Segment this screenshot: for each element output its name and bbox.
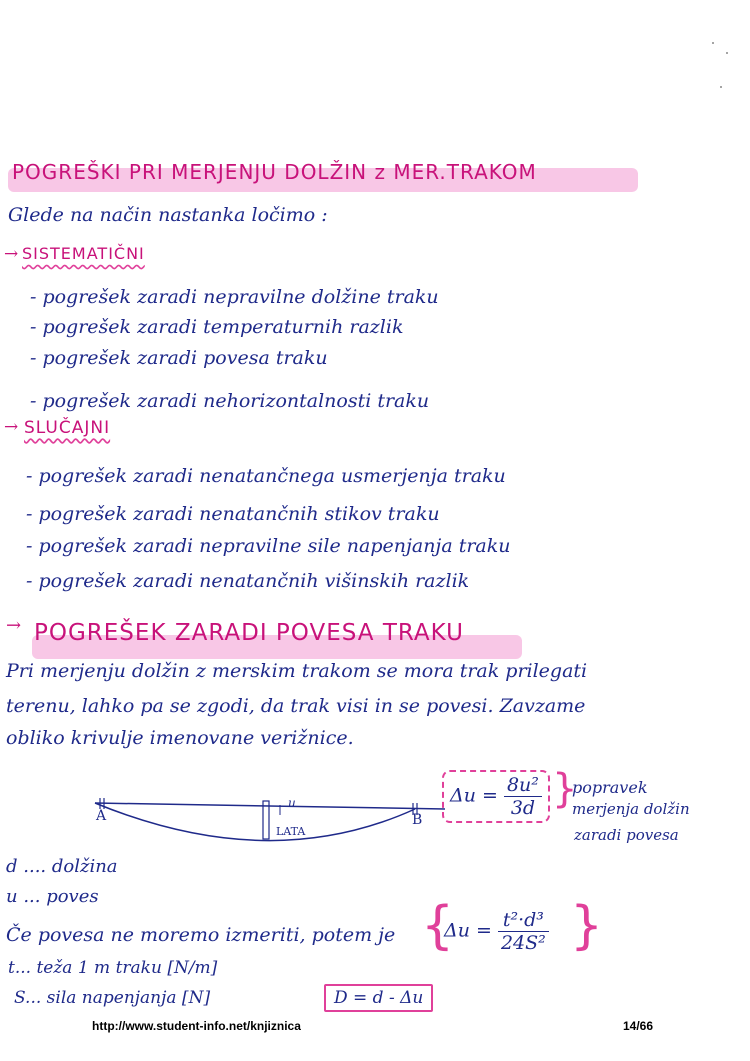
formula-1-numerator: 8u²: [504, 774, 542, 797]
formula-2-fraction: [498, 909, 549, 954]
formula-3-box: [324, 984, 433, 1012]
formula-1-note-1: popravek: [572, 778, 648, 797]
random-item-4: - pogrešek zaradi nenatančnih višinskih razlik: [26, 570, 470, 592]
speck-mark: [712, 42, 714, 44]
definition-t: t... teža 1 m traku [N/m]: [8, 958, 218, 978]
diagram-label-b: B: [412, 812, 423, 828]
formula-1-note-3: zaradi povesa: [574, 826, 679, 844]
diagram-label-u: u: [288, 796, 296, 810]
section2-arrow: →: [6, 615, 22, 636]
paragraph-line-1: Pri merjenju dolžin z merskim trakom se mora trak prilegati: [6, 660, 588, 682]
definition-d: d .... dolžina: [6, 856, 118, 877]
diagram-label-a: A: [96, 808, 107, 824]
systematic-heading: SISTEMATIČNI: [22, 244, 145, 263]
formula-1-fraction: [504, 774, 542, 819]
definition-u: u ... poves: [6, 886, 99, 907]
speck-mark: [726, 52, 728, 54]
formula-2-numerator: t²·d³: [498, 909, 549, 932]
formula-2-brace: {: [421, 896, 455, 956]
formula-2-brace-right: }: [570, 896, 604, 956]
systematic-item-4: - pogrešek zaradi nehorizontalnosti traku: [30, 390, 430, 412]
systematic-item-1: - pogrešek zaradi nepravilne dolžine traku: [30, 286, 439, 308]
random-arrow: →: [4, 417, 19, 437]
formula-1-denominator: 3d: [510, 797, 536, 819]
intro-text: Glede na način nastanka ločimo :: [8, 204, 328, 226]
formula-1-box: [442, 770, 550, 823]
sentence-text: Če povesa ne moremo izmeriti, potem je: [6, 924, 396, 946]
speck-mark: [720, 86, 722, 88]
formula-2-denominator: 24S²: [500, 932, 546, 954]
footer-url[interactable]: http://www.student-info.net/knjiznica: [92, 1019, 301, 1033]
paragraph-line-3: obliko krivulje imenovane verižnice.: [6, 727, 354, 749]
random-item-3: - pogrešek zaradi nepravilne sile napenjanja traku: [26, 535, 511, 557]
page-title: POGREŠKI PRI MERJENJU DOLŽIN z MER.TRAKOM: [12, 160, 537, 184]
section2-heading: POGREŠEK ZARADI POVESA TRAKU: [34, 620, 464, 646]
formula-1-lhs: Δu =: [450, 784, 498, 807]
catenary-curve: [95, 803, 415, 841]
random-item-2: - pogrešek zaradi nenatančnih stikov traku: [26, 503, 440, 525]
formula-1-note-2: merjenja dolžin: [572, 800, 690, 818]
paragraph-line-2: terenu, lahko pa se zgodi, da trak visi in se povesi. Zavzame: [6, 695, 586, 717]
systematic-arrow: →: [4, 244, 19, 264]
definition-s: S... sila napenjanja [N]: [14, 988, 211, 1008]
formula-2-box: [436, 905, 557, 958]
systematic-item-2: - pogrešek zaradi temperaturnih razlik: [30, 316, 404, 338]
systematic-item-3: - pogrešek zaradi povesa traku: [30, 347, 328, 369]
random-item-1: - pogrešek zaradi nenatančnega usmerjenja traku: [26, 465, 506, 487]
random-heading: SLUČAJNI: [24, 418, 111, 438]
formula-3-text: D = d - Δu: [334, 988, 424, 1008]
diagram-label-lata: LATA: [276, 825, 306, 838]
footer-page-number: 14/66: [623, 1019, 654, 1033]
catenary-diagram: [90, 795, 450, 855]
formula-1-brace: }: [552, 766, 578, 812]
straight-line: [95, 803, 445, 809]
formula-2-lhs: Δu =: [444, 919, 492, 942]
